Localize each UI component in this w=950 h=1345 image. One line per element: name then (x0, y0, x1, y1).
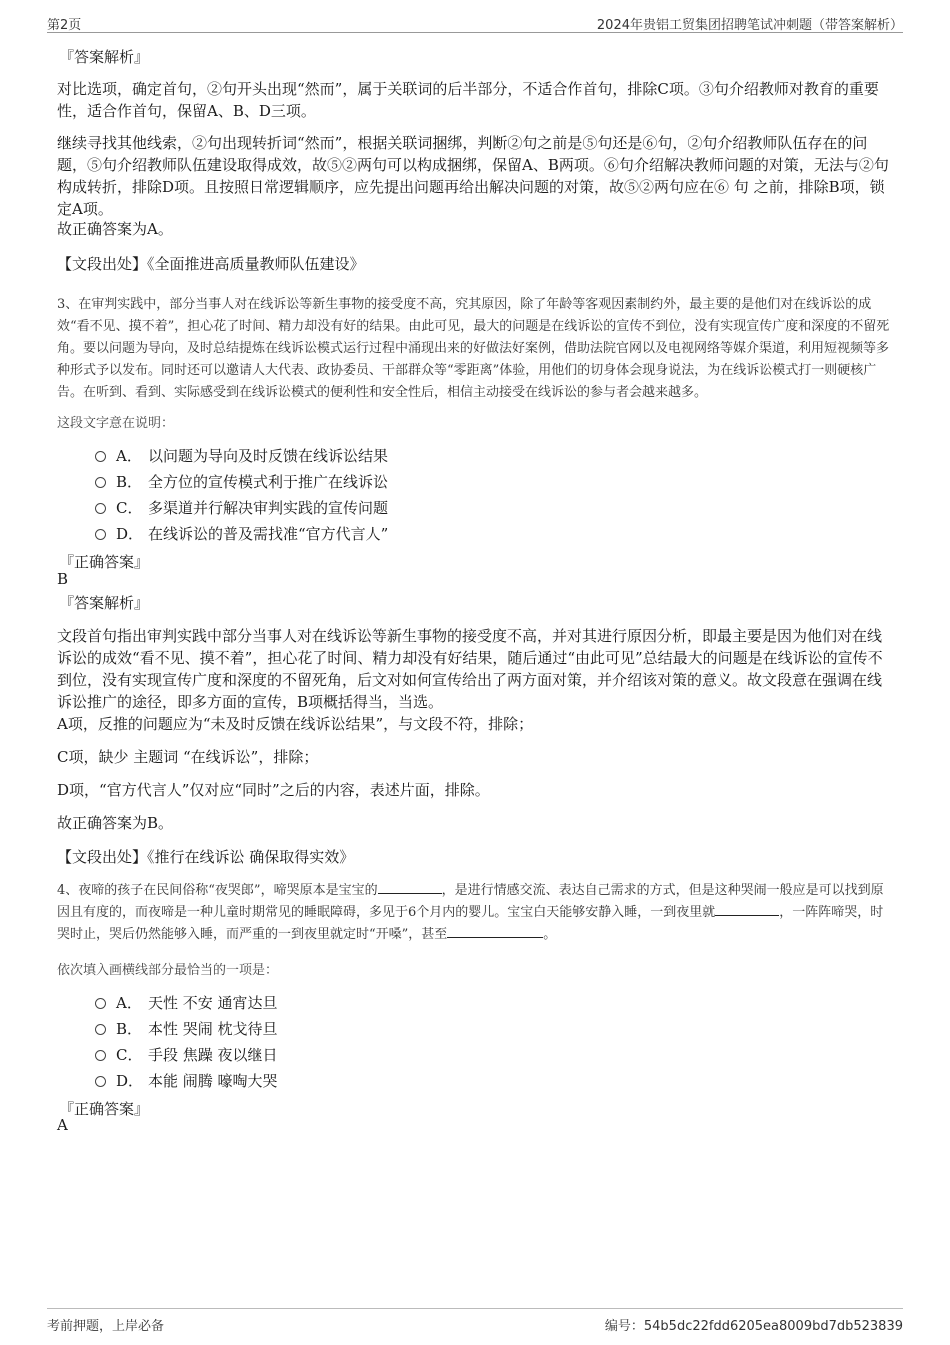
answer-value: B (57, 570, 69, 588)
question-stem: 4、夜啼的孩子在民间俗称“夜哭郎”，啼哭原本是宝宝的 ，是进行情感交流、表达自己需求的方式，但是这种哭闹一般应是可以找到原因且有度的，而夜啼是一种儿童时期常见的睡眠障碍，多见于6个月内的婴儿。宝宝白天能够安静入睡，一到夜里就 ，一阵阵啼哭，时哭时止，哭后仍然能够入睡，而严重的一到夜里就定时“开嗓”，甚至 。 (57, 883, 884, 942)
radio-icon[interactable] (95, 998, 106, 1009)
option-d[interactable]: D． 在线诉讼的普及需找准“官方代言人” (95, 521, 388, 547)
analysis-conclusion: 故正确答案为B。 (57, 814, 174, 832)
analysis-paragraph: 继续寻找其他线索，②句出现转折词“然而”，根据关联词捆绑，判断②句之前是⑤句还是⑥句，②句介绍教师队伍存在的问题，⑤句介绍教师队伍建设取得成效，故⑤②两句可以构成捆绑，保留A、B两项。⑥句介绍解决教师问题的对策，无法与②句构成转折，排除D项。且按照日常逻辑顺序，应先提出问题再给出解决问题的对策，故⑤②两句应在⑥ 句 之前，排除B项，锁定A项。 (57, 134, 889, 218)
question-stem: 3、在审判实践中，部分当事人对在线诉讼等新生事物的接受度不高，究其原因，除了年龄等客观因素制约外，最主要的是他们对在线诉讼的成效“看不见、摸不着”，担心花了时间、精力却没有好的结果。由此可见，最大的问题是在线诉讼的宣传不到位，没有实现宣传广度和深度的不留死角。要以问题为导向，及时总结提炼在线诉讼模式运行过程中涌现出来的好做法好案例，借助法院官网以及电视网络等媒介渠道，利用短视频等多种形式予以发布。同时还可以邀请人大代表、政协委员、干部群众等“零距离”体验，用他们的切身体会现身说法，为在线诉讼模式打一则硬核广告。在听到、看到、实际感受到在线诉讼模式的便利性和安全性后，相信主动接受在线诉讼的参与者会越来越多。 (57, 297, 890, 400)
analysis-label: 『答案解析』 (59, 48, 150, 66)
option-b[interactable]: B． 全方位的宣传模式利于推广在线诉讼 (95, 469, 388, 495)
document-code: 编号：54b5dc22fdd6205ea8009bd7db523839 (604, 1319, 903, 1334)
analysis-paragraph: 文段首句指出审判实践中部分当事人对在线诉讼等新生事物的接受度不高，并对其进行原因分析，即最主要是因为他们对在线诉讼的成效“看不见、摸不着”，担心花了时间、精力却没有好结果，随后通过“由此可见”总结最大的问题是在线诉讼的宣传不到位，没有实现宣传广度和深度的不留死角，后文对如何宣传给出了两方面对策，并介绍该对策的意义。故文段意在强调在线诉讼推广的途径，即多方面的宣传，B项概括得当，当选。 (57, 627, 883, 711)
analysis-elimination-a: A项，反推的问题应为“未及时反馈在线诉讼结果”，与文段不符，排除； (57, 715, 534, 733)
option-a[interactable]: A． 天性 不安 通宵达旦 (95, 990, 278, 1016)
answer-label: 『正确答案』 (59, 1100, 150, 1118)
analysis-elimination-c: C项，缺少 主题词 “在线诉讼”，排除； (57, 748, 319, 766)
fill-blank-2[interactable] (715, 903, 779, 916)
document-title: 2024年贵铝工贸集团招聘笔试冲刺题（带答案解析） (596, 18, 903, 33)
question-prompt: 依次填入画横线部分最恰当的一项是： (57, 963, 279, 978)
answer-value: A (57, 1116, 68, 1134)
option-a[interactable]: A． 以问题为导向及时反馈在线诉讼结果 (95, 443, 388, 469)
analysis-conclusion: 故正确答案为A。 (57, 220, 173, 238)
option-c[interactable]: C． 多渠道并行解决审判实践的宣传问题 (95, 495, 388, 521)
option-b[interactable]: B． 本性 哭闹 枕戈待旦 (95, 1016, 278, 1042)
footer-slogan: 考前押题，上岸必备 (47, 1319, 165, 1334)
radio-icon[interactable] (95, 451, 106, 462)
analysis-label: 『答案解析』 (59, 594, 150, 612)
option-d[interactable]: D． 本能 闹腾 嚎啕大哭 (95, 1068, 278, 1094)
radio-icon[interactable] (95, 1024, 106, 1035)
page-header (47, 12, 903, 33)
analysis-elimination-d: D项，“官方代言人”仅对应“同时”之后的内容，表述片面，排除。 (57, 781, 490, 799)
page-number: 第2页 (47, 18, 82, 33)
radio-icon[interactable] (95, 1050, 106, 1061)
fill-blank-3[interactable] (447, 925, 543, 938)
radio-icon[interactable] (95, 529, 106, 540)
source-citation: 【文段出处】《推行在线诉讼 确保取得实效》 (57, 848, 355, 866)
page-footer (47, 1308, 903, 1337)
radio-icon[interactable] (95, 503, 106, 514)
radio-icon[interactable] (95, 1076, 106, 1087)
option-c[interactable]: C． 手段 焦躁 夜以继日 (95, 1042, 278, 1068)
source-citation: 【文段出处】《全面推进高质量教师队伍建设》 (57, 255, 365, 273)
analysis-paragraph: 对比选项，确定首句，②句开头出现“然而”，属于关联词的后半部分，不适合作首句，排除C项。③句介绍教师对教育的重要性，适合作首句，保留A、B、D三项。 (57, 80, 879, 120)
radio-icon[interactable] (95, 477, 106, 488)
question-prompt: 这段文字意在说明： (57, 416, 175, 431)
fill-blank-1[interactable] (378, 881, 442, 894)
answer-label: 『正确答案』 (59, 553, 150, 571)
